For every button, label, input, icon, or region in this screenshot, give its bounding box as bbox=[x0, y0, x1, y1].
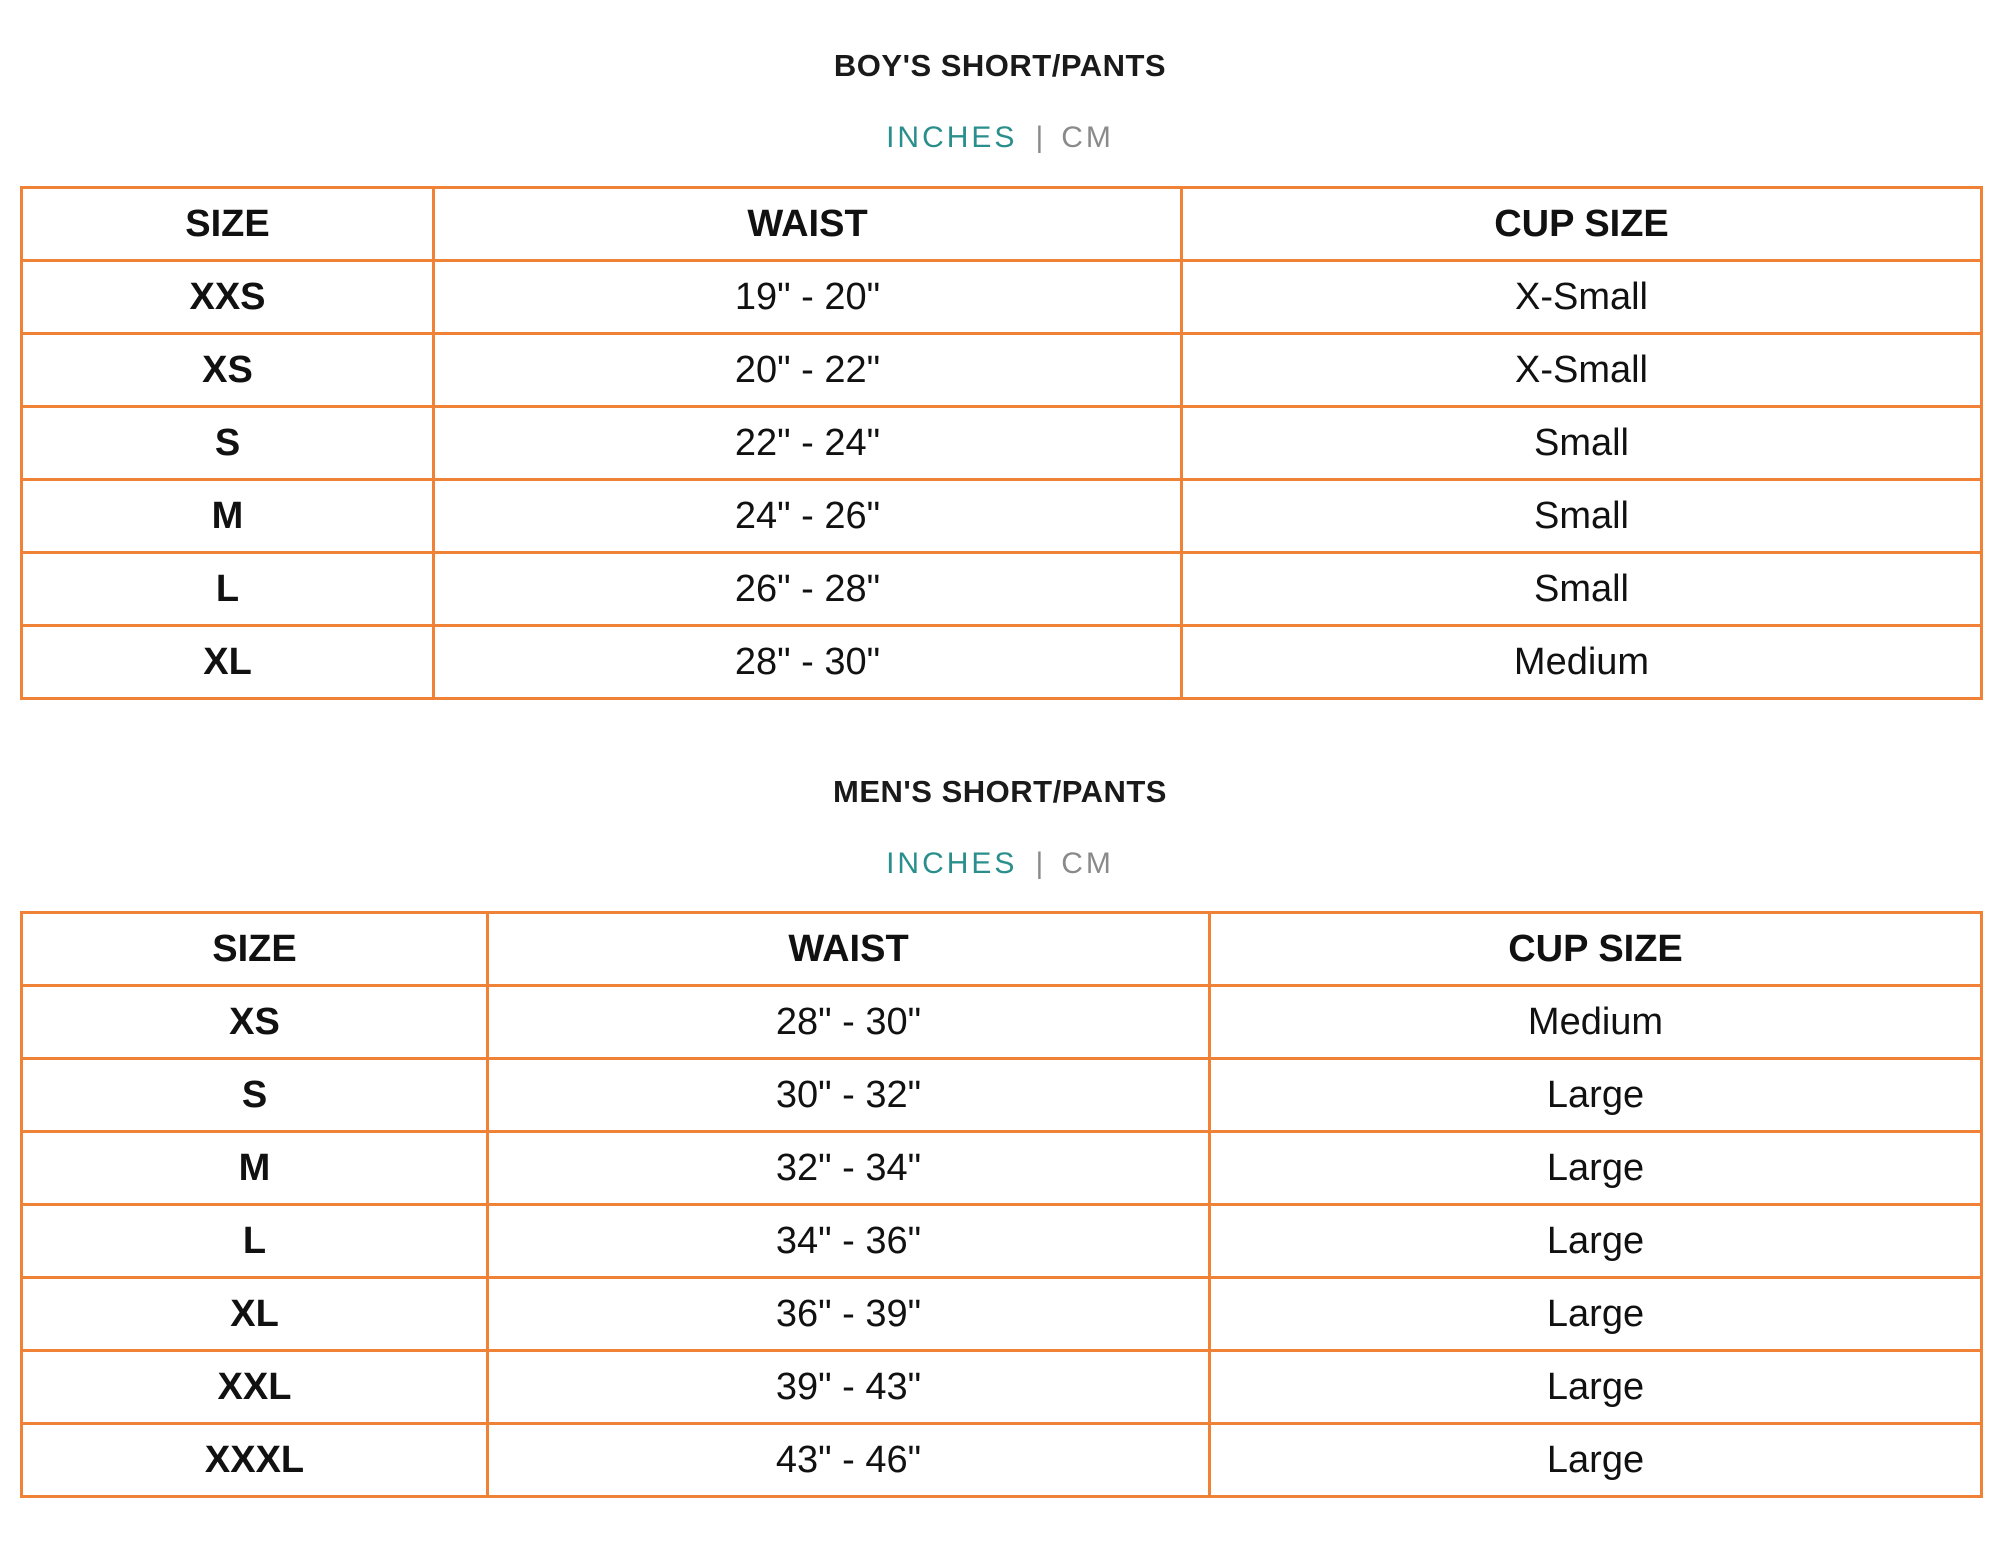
waist-cell: 22" - 24" bbox=[434, 407, 1182, 480]
size-cell: S bbox=[22, 1059, 488, 1132]
cup-size-cell: Large bbox=[1210, 1424, 1982, 1497]
boys-size-table bbox=[20, 186, 1983, 700]
column-header-waist: WAIST bbox=[488, 913, 1210, 986]
table-row bbox=[22, 1278, 1982, 1351]
mens-unit-toggle bbox=[0, 844, 2000, 884]
table-row bbox=[22, 334, 1982, 407]
waist-cell: 26" - 28" bbox=[434, 553, 1182, 626]
table-row bbox=[22, 1205, 1982, 1278]
mens-section-title: MEN'S SHORT/PANTS bbox=[833, 774, 1167, 809]
table-row bbox=[22, 553, 1982, 626]
cup-size-cell: Large bbox=[1210, 1278, 1982, 1351]
column-header-cup-size: CUP SIZE bbox=[1210, 913, 1982, 986]
size-cell: XXS bbox=[22, 261, 434, 334]
table-header-row bbox=[22, 188, 1982, 261]
waist-cell: 19" - 20" bbox=[434, 261, 1182, 334]
waist-cell: 28" - 30" bbox=[434, 626, 1182, 699]
cup-size-cell: Small bbox=[1182, 407, 1982, 480]
size-cell: L bbox=[22, 1205, 488, 1278]
column-header-waist: WAIST bbox=[434, 188, 1182, 261]
mens-size-table bbox=[20, 911, 1983, 1498]
column-header-cup-size: CUP SIZE bbox=[1182, 188, 1982, 261]
table-row bbox=[22, 1132, 1982, 1205]
cup-size-cell: Large bbox=[1210, 1205, 1982, 1278]
table-row bbox=[22, 626, 1982, 699]
size-cell: M bbox=[22, 1132, 488, 1205]
size-cell: XS bbox=[22, 334, 434, 407]
cup-size-cell: Large bbox=[1210, 1132, 1982, 1205]
boys-inches-tab[interactable]: INCHES bbox=[886, 121, 1018, 154]
waist-cell: 24" - 26" bbox=[434, 480, 1182, 553]
table-header-row bbox=[22, 913, 1982, 986]
size-cell: S bbox=[22, 407, 434, 480]
size-cell: XXXL bbox=[22, 1424, 488, 1497]
size-cell: XXL bbox=[22, 1351, 488, 1424]
boys-section-title: BOY'S SHORT/PANTS bbox=[833, 48, 1167, 83]
column-header-size: SIZE bbox=[22, 188, 434, 261]
table-row bbox=[22, 1424, 1982, 1497]
cup-size-cell: Large bbox=[1210, 1059, 1982, 1132]
cup-size-cell: X-Small bbox=[1182, 261, 1982, 334]
table-row bbox=[22, 1059, 1982, 1132]
waist-cell: 43" - 46" bbox=[488, 1424, 1210, 1497]
waist-cell: 32" - 34" bbox=[488, 1132, 1210, 1205]
table-row bbox=[22, 986, 1982, 1059]
cup-size-cell: Small bbox=[1182, 480, 1982, 553]
size-cell: L bbox=[22, 553, 434, 626]
boys-cm-tab[interactable]: CM bbox=[1061, 121, 1114, 154]
waist-cell: 30" - 32" bbox=[488, 1059, 1210, 1132]
cup-size-cell: Large bbox=[1210, 1351, 1982, 1424]
boys-unit-toggle bbox=[0, 118, 2000, 158]
cup-size-cell: Medium bbox=[1210, 986, 1982, 1059]
cup-size-cell: Small bbox=[1182, 553, 1982, 626]
column-header-size: SIZE bbox=[22, 913, 488, 986]
table-row bbox=[22, 1351, 1982, 1424]
waist-cell: 28" - 30" bbox=[488, 986, 1210, 1059]
cup-size-cell: Medium bbox=[1182, 626, 1982, 699]
cup-size-cell: X-Small bbox=[1182, 334, 1982, 407]
waist-cell: 20" - 22" bbox=[434, 334, 1182, 407]
size-cell: XS bbox=[22, 986, 488, 1059]
waist-cell: 34" - 36" bbox=[488, 1205, 1210, 1278]
size-cell: M bbox=[22, 480, 434, 553]
unit-separator: | bbox=[1035, 121, 1044, 154]
mens-inches-tab[interactable]: INCHES bbox=[886, 847, 1018, 880]
waist-cell: 36" - 39" bbox=[488, 1278, 1210, 1351]
table-row bbox=[22, 407, 1982, 480]
waist-cell: 39" - 43" bbox=[488, 1351, 1210, 1424]
unit-separator: | bbox=[1035, 847, 1044, 880]
size-cell: XL bbox=[22, 626, 434, 699]
mens-cm-tab[interactable]: CM bbox=[1061, 847, 1114, 880]
table-row bbox=[22, 261, 1982, 334]
size-cell: XL bbox=[22, 1278, 488, 1351]
table-row bbox=[22, 480, 1982, 553]
